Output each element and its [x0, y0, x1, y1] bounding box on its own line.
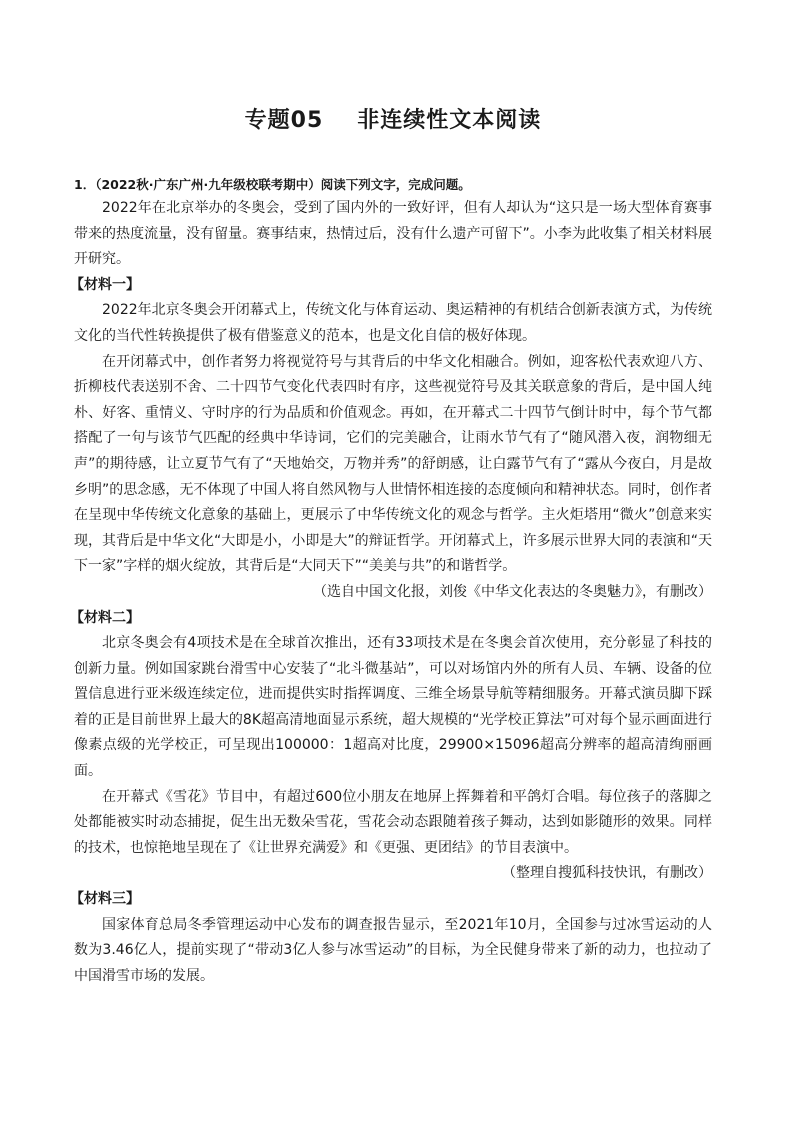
material-2-paragraph-2: 在开幕式《雪花》节目中，有超过600位小朋友在地屏上挥舞着和平鸽灯合唱。每位孩子的落脚之处都能被实时动态捕捉，促生出无数朵雪花，雪花会动态跟随着孩子舞动，达到如影随形的效果。同样的技术，也惊艳地呈现在了《让世界充满爱》和《更强、更团结》的节目表演中。 — [74, 788, 712, 856]
material-3-paragraph-1: 国家体育总局冬季管理运动中心发布的调查报告显示，至2021年10月，全国参与过冰雪运动的人数为3.46亿人，提前实现了“带动3亿人参与冰雪运动”的目标，为全民健身带来了新的动力，也拉动了中国滑雪市场的发展。 — [74, 916, 712, 984]
intro-paragraph: 2022年在北京举办的冬奥会，受到了国内外的一致好评，但有人却认为“这只是一场大型体育赛事带来的热度流量，没有留量。赛事结束，热情过后，没有什么遗产可留下”。小李为此收集了相关材料展开研究。 — [74, 200, 712, 268]
material-1-paragraph-1: 2022年北京冬奥会开闭幕式上，传统文化与体育运动、奥运精神的有机结合创新表演方式，为传统文化的当代性转换提供了极有借鉴意义的范本，也是文化自信的极好体现。 — [74, 302, 712, 344]
question-heading: 1．（2022秋·广东广州·九年级校联考期中）阅读下列文字，完成问题。 — [74, 177, 471, 192]
material-2-source: （整理自搜狐科技快讯，有删改） — [502, 865, 712, 882]
material-3-label: 【材料三】 — [70, 891, 140, 908]
title-topic-name: 非连续性文本阅读 — [357, 108, 542, 133]
material-1-label: 【材料一】 — [70, 276, 140, 293]
material-1-paragraph-2: 在开闭幕式中，创作者努力将视觉符号与其背后的中华文化相融合。例如，迎客松代表欢迎八方、折柳枝代表送别不舍、二十四节气变化代表四时有序，这些视觉符号及其关联意象的背后，是中国人纯朴、好客、重情义、守时序的行为品质和价值观念。再如，在开幕式二十四节气倒计时中，每个节气都搭配了一句与该节气匹配的经典中华诗词，它们的完美融合，让雨水节气有了“随风潜入夜，润物细无声”的期待感，让立夏节气有了“天地始交，万物并秀”的舒朗感，让白露节气有了“露从今夜白，月是故乡明”的思念感，无不体现了中国人将自然风物与人世情怀相连接的态度倾向和精神状态。同时，创作者在呈现中华传统文化意象的基础上，更展示了中华传统文化的观念与哲学。主火炬塔用“微火”创意来实现，其背后是中华文化“大即是小，小即是大”的辩证哲学。开闭幕式上，许多展示世界大同的表演和“天下一家”字样的烟火绽放，其背后是“大同天下”“美美与共”的和谐哲学。 — [74, 353, 712, 575]
material-2-paragraph-1: 北京冬奥会有4项技术是在全球首次推出，还有33项技术是在冬奥会首次使用，充分彰显了科技的创新力量。例如国家跳台滑雪中心安装了“北斗微基站”，可以对场馆内外的所有人员、车辆、设备的位置信息进行亚米级连续定位，进而提供实时指挥调度、三维全场景导航等精细服务。开幕式演员脚下踩着的正是目前世界上最大的8K超高清地面显示系统，超大规模的“光学校正算法”可对每个显示画面进行像素点级的光学校正，可呈现出100000：1超高对比度，29900×15096超高分辨率的超高清绚丽画面。 — [74, 635, 712, 780]
material-2-label: 【材料二】 — [70, 609, 140, 626]
title-topic-number: 专题05 — [244, 108, 324, 133]
page-title — [74, 104, 712, 138]
material-1-source: （选自中国文化报，刘俊《中华文化表达的冬奥魅力》，有删改） — [313, 583, 712, 600]
